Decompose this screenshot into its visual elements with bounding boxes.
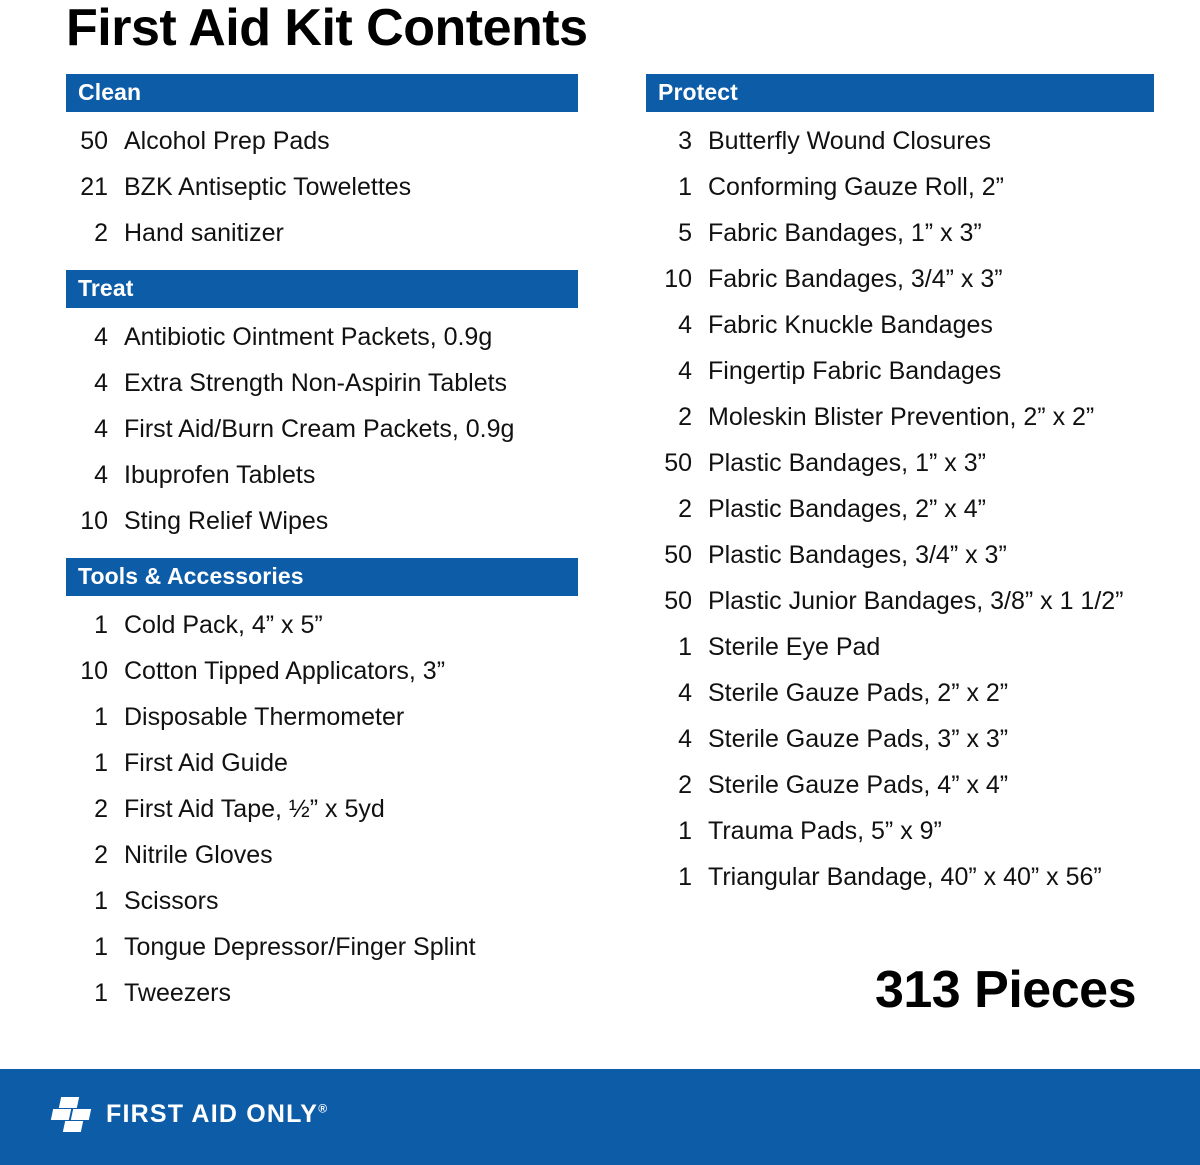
list-item — [646, 256, 1166, 302]
list-item — [646, 394, 1166, 440]
list-item — [646, 716, 1166, 762]
list-item — [646, 164, 1166, 210]
list-item — [66, 314, 646, 360]
item-label: Trauma Pads, 5” x 9” — [708, 817, 942, 845]
item-label: Fabric Bandages, 3/4” x 3” — [708, 265, 1003, 293]
section-clean — [66, 74, 646, 256]
list-item — [66, 740, 646, 786]
item-label: First Aid/Burn Cream Packets, 0.9g — [124, 415, 515, 443]
item-label: Nitrile Gloves — [124, 841, 273, 869]
list-item — [66, 452, 646, 498]
list-item — [66, 970, 646, 1016]
item-list — [66, 314, 646, 544]
list-item — [646, 762, 1166, 808]
list-item — [646, 486, 1166, 532]
item-quantity: 1 — [94, 703, 108, 731]
item-label: Extra Strength Non-Aspirin Tablets — [124, 369, 508, 397]
item-quantity: 4 — [678, 357, 692, 385]
item-label: Antibiotic Ointment Packets, 0.9g — [124, 323, 493, 351]
item-label: Fabric Knuckle Bandages — [708, 311, 993, 339]
item-label: Butterfly Wound Closures — [708, 127, 991, 155]
section-heading: Protect — [646, 74, 1154, 112]
page-title: First Aid Kit Contents — [66, 0, 588, 57]
list-item — [646, 808, 1166, 854]
list-item — [66, 786, 646, 832]
list-item — [66, 878, 646, 924]
item-quantity: 10 — [80, 657, 108, 685]
item-quantity: 50 — [664, 587, 692, 615]
item-label: Plastic Junior Bandages, 3/8” x 1 1/2” — [708, 587, 1124, 615]
list-item — [66, 164, 646, 210]
item-quantity: 2 — [678, 403, 692, 431]
list-item — [66, 694, 646, 740]
section-treat — [66, 270, 646, 544]
list-item — [646, 118, 1166, 164]
list-item — [66, 924, 646, 970]
item-label: Sterile Gauze Pads, 3” x 3” — [708, 725, 1009, 753]
first-aid-only-logo-icon — [50, 1097, 94, 1131]
item-quantity: 2 — [94, 795, 108, 823]
item-quantity: 2 — [94, 219, 108, 247]
list-item — [66, 648, 646, 694]
list-item — [646, 624, 1166, 670]
item-label: Sterile Gauze Pads, 2” x 2” — [708, 679, 1009, 707]
list-item — [646, 210, 1166, 256]
list-item — [66, 406, 646, 452]
footer-bar — [0, 1069, 1200, 1165]
item-label: Cold Pack, 4” x 5” — [124, 611, 323, 639]
item-label: Tongue Depressor/Finger Splint — [124, 933, 476, 961]
item-quantity: 21 — [80, 173, 108, 201]
item-list — [66, 602, 646, 1016]
item-label: Fabric Bandages, 1” x 3” — [708, 219, 982, 247]
list-item — [66, 832, 646, 878]
item-label: Plastic Bandages, 2” x 4” — [708, 495, 986, 523]
item-quantity: 1 — [678, 633, 692, 661]
list-item — [646, 854, 1166, 900]
item-quantity: 1 — [678, 863, 692, 891]
item-quantity: 4 — [94, 415, 108, 443]
item-label: Scissors — [124, 887, 219, 915]
item-quantity: 1 — [94, 933, 108, 961]
list-item — [646, 302, 1166, 348]
item-quantity: 50 — [664, 449, 692, 477]
item-label: Plastic Bandages, 1” x 3” — [708, 449, 986, 477]
item-quantity: 10 — [80, 507, 108, 535]
list-item — [66, 118, 646, 164]
item-quantity: 4 — [678, 311, 692, 339]
registered-trademark-symbol: ® — [318, 1101, 329, 1116]
item-label: Conforming Gauze Roll, 2” — [708, 173, 1004, 201]
item-quantity: 4 — [678, 725, 692, 753]
brand-name-text: FIRST AID ONLY — [106, 1099, 319, 1128]
item-quantity: 4 — [94, 369, 108, 397]
item-quantity: 1 — [94, 887, 108, 915]
item-quantity: 50 — [664, 541, 692, 569]
item-quantity: 1 — [678, 173, 692, 201]
item-quantity: 5 — [678, 219, 692, 247]
item-label: Hand sanitizer — [124, 219, 284, 247]
section-heading: Treat — [66, 270, 578, 308]
item-quantity: 1 — [678, 817, 692, 845]
item-quantity: 2 — [94, 841, 108, 869]
item-label: Plastic Bandages, 3/4” x 3” — [708, 541, 1007, 569]
item-label: First Aid Tape, ½” x 5yd — [124, 795, 385, 823]
item-quantity: 10 — [664, 265, 692, 293]
item-quantity: 50 — [80, 127, 108, 155]
total-pieces: 313 Pieces — [874, 961, 1136, 1019]
item-label: Sting Relief Wipes — [124, 507, 329, 535]
item-label: Tweezers — [124, 979, 231, 1007]
item-quantity: 4 — [94, 323, 108, 351]
item-quantity: 2 — [678, 771, 692, 799]
left-column — [66, 74, 646, 1030]
item-quantity: 1 — [94, 749, 108, 777]
list-item — [646, 440, 1166, 486]
item-label: Sterile Eye Pad — [708, 633, 881, 661]
item-label: Ibuprofen Tablets — [124, 461, 316, 489]
item-quantity: 1 — [94, 979, 108, 1007]
item-quantity: 3 — [678, 127, 692, 155]
section-heading: Tools & Accessories — [66, 558, 578, 596]
item-quantity: 4 — [678, 679, 692, 707]
section-protect — [646, 74, 1166, 900]
item-quantity: 2 — [678, 495, 692, 523]
list-item — [646, 532, 1166, 578]
item-label: Fingertip Fabric Bandages — [708, 357, 1002, 385]
list-item — [66, 498, 646, 544]
list-item — [66, 210, 646, 256]
brand-lockup — [50, 1097, 328, 1131]
item-label: Triangular Bandage, 40” x 40” x 56” — [708, 863, 1102, 891]
item-label: Cotton Tipped Applicators, 3” — [124, 657, 446, 685]
section-heading: Clean — [66, 74, 578, 112]
contents-columns — [0, 74, 1200, 1030]
section-tools-accessories — [66, 558, 646, 1016]
item-quantity: 4 — [94, 461, 108, 489]
item-label: BZK Antiseptic Towelettes — [124, 173, 412, 201]
item-list — [66, 118, 646, 256]
list-item — [646, 670, 1166, 716]
list-item — [646, 348, 1166, 394]
item-label: Sterile Gauze Pads, 4” x 4” — [708, 771, 1009, 799]
item-label: First Aid Guide — [124, 749, 288, 777]
brand-name — [106, 1100, 328, 1129]
item-label: Moleskin Blister Prevention, 2” x 2” — [708, 403, 1095, 431]
right-column — [646, 74, 1166, 1030]
list-item — [646, 578, 1166, 624]
item-label: Alcohol Prep Pads — [124, 127, 330, 155]
item-list — [646, 118, 1166, 900]
item-quantity: 1 — [94, 611, 108, 639]
list-item — [66, 602, 646, 648]
list-item — [66, 360, 646, 406]
item-label: Disposable Thermometer — [124, 703, 405, 731]
